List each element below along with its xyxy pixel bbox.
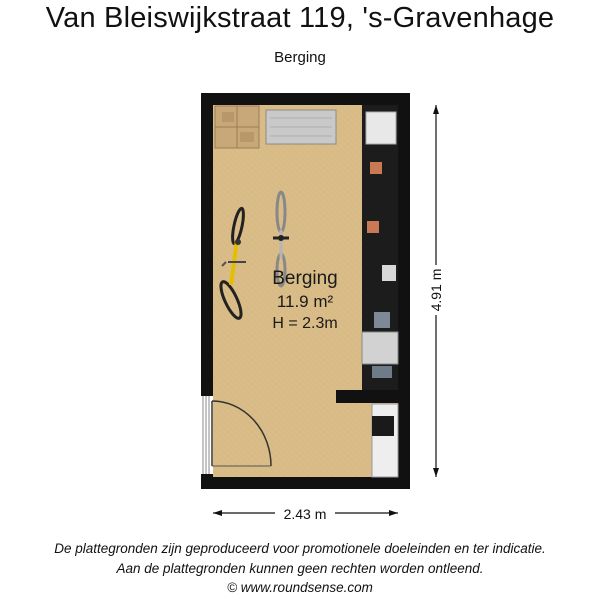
box-item bbox=[370, 162, 382, 174]
box-item bbox=[382, 265, 396, 281]
box-item bbox=[372, 366, 392, 378]
page-title: Van Bleiswijkstraat 119, 's-Gravenhage bbox=[45, 2, 555, 34]
interior-wall bbox=[336, 390, 398, 403]
cabinet bbox=[372, 404, 398, 477]
box-item bbox=[367, 221, 379, 233]
width-dimension-label: 2.43 m bbox=[275, 506, 335, 522]
box-item bbox=[366, 112, 396, 144]
floor-subtitle: Berging bbox=[274, 49, 326, 66]
box-item bbox=[362, 332, 398, 364]
disclaimer-line: Aan de plattegronden kunnen geen rechten worden ontleend. bbox=[116, 561, 484, 576]
room-area-label: 11.9 m² bbox=[276, 292, 334, 311]
cabinet-panel bbox=[372, 416, 394, 436]
box-item bbox=[374, 312, 390, 328]
room-height-label: H = 2.3m bbox=[272, 315, 338, 332]
copyright-link[interactable]: © www.roundsense.com bbox=[227, 580, 373, 595]
room-name-label: Berging bbox=[272, 268, 338, 289]
disclaimer-line: De plattegronden zijn geproduceerd voor promotionele doeleinden en ter indicatie. bbox=[54, 541, 546, 556]
length-dimension-label: 4.91 m bbox=[428, 265, 444, 315]
